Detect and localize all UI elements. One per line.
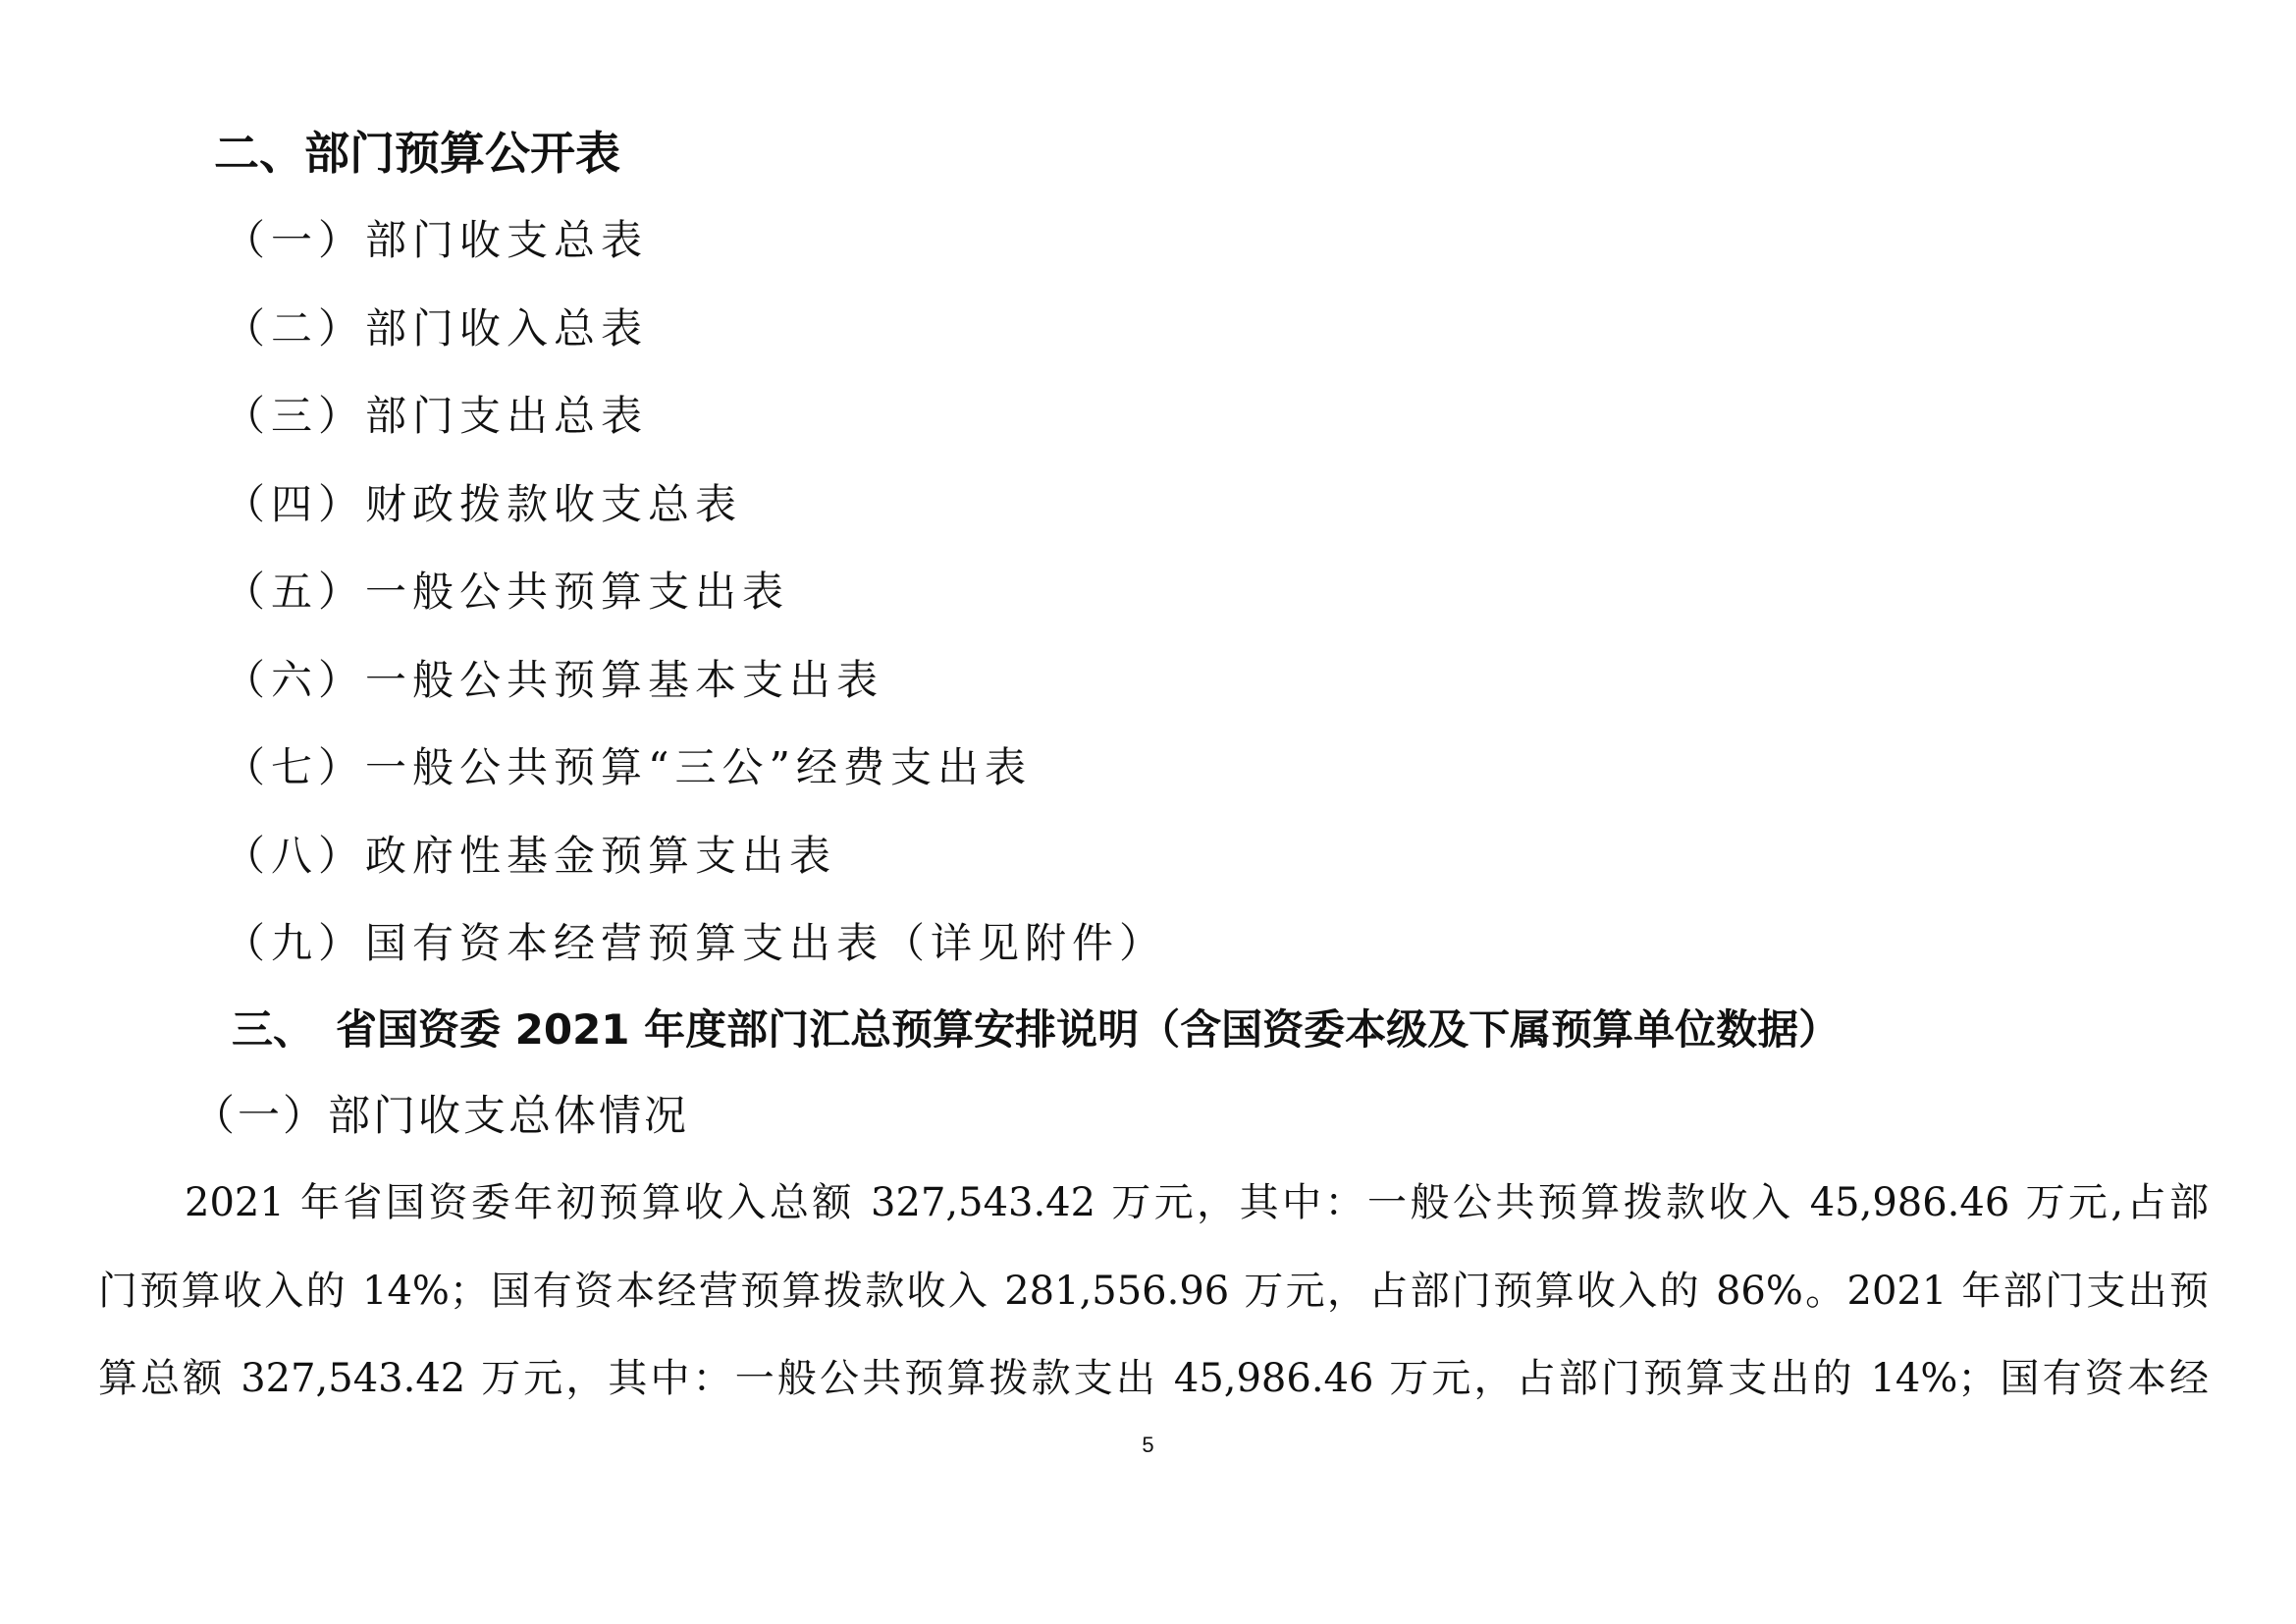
list-item: （一）部门收支总表: [224, 216, 649, 264]
budget-tables-list: [224, 212, 1166, 1003]
list-item: （四）财政拨款收支总表: [224, 479, 743, 528]
paragraph-line: 门预算收入的 14%；国有资本经营预算拨款收入 281,556.96 万元，占部门预算收入的 86%。2021 年部门支出预: [98, 1268, 2209, 1314]
section-3-heading: [232, 1001, 1840, 1058]
section-2-heading: 二、部门预算公开表: [214, 127, 620, 180]
list-item: （八）政府性基金预算支出表: [224, 831, 837, 880]
list-item: （六）一般公共预算基本支出表: [224, 655, 884, 704]
list-item: （三）部门支出总表: [224, 392, 649, 440]
subsection-heading: （一）部门收支总体情况: [192, 1092, 689, 1141]
section-3-title: 省国资委 2021 年度部门汇总预算安排说明（含国资委本级及下属预算单位数据）: [336, 1005, 1841, 1054]
page-number: 5: [1142, 1433, 1154, 1457]
section-3-number: 三、: [232, 1005, 315, 1054]
list-item: （七）一般公共预算“三公”经费支出表: [224, 743, 1032, 791]
paragraph-line: 算总额 327,543.42 万元，其中：一般公共预算拨款支出 45,986.46 万元，占部门预算支出的 14%；国有资本经: [98, 1356, 2209, 1401]
list-item: （五）一般公共预算支出表: [224, 568, 790, 616]
list-item: （二）部门收入总表: [224, 303, 649, 352]
list-item: （九）国有资本经营预算支出表（详见附件）: [224, 919, 1167, 967]
paragraph-line: 2021 年省国资委年初预算收入总额 327,543.42 万元，其中：一般公共预算拨款收入 45,986.46 万元,占部: [185, 1180, 2209, 1225]
body-paragraph: [98, 1174, 2209, 1438]
